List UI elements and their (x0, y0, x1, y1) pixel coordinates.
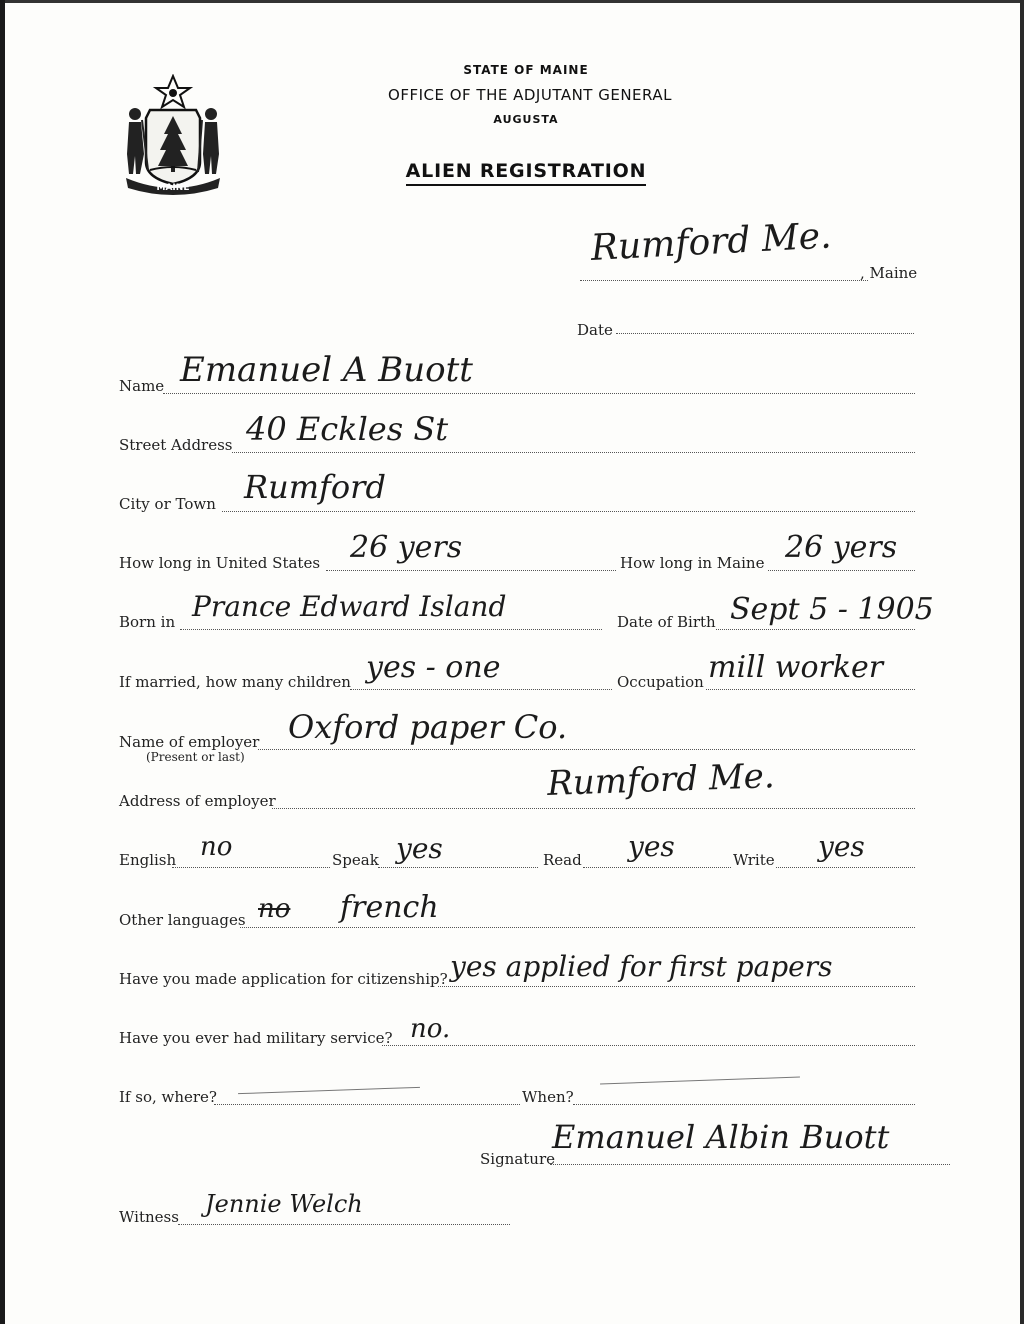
how-long-us-value: 26 yers (350, 530, 463, 565)
speak-value: yes (396, 832, 443, 865)
employer-field-line (258, 749, 915, 750)
place-value: Rumford Me. (589, 215, 833, 269)
read-label: Read (543, 851, 582, 869)
form-title: ALIEN REGISTRATION (0, 160, 1024, 182)
date-field-line (616, 333, 914, 334)
occupation-field-line (706, 689, 915, 690)
where-field-line (214, 1104, 520, 1105)
write-value: yes (818, 830, 865, 863)
when-pen-stroke (600, 1077, 800, 1085)
employer-label: Name of employer (119, 733, 260, 751)
where-label: If so, where? (119, 1088, 217, 1106)
when-label: When? (522, 1088, 574, 1106)
svg-text:MAINE: MAINE (156, 183, 190, 193)
english-field-line (172, 867, 330, 868)
signature-value: Emanuel Albin Buott (552, 1118, 890, 1156)
street-field-line (232, 452, 915, 453)
military-field-line (382, 1045, 915, 1046)
witness-value: Jennie Welch (205, 1190, 363, 1218)
speak-field-line (378, 867, 538, 868)
children-field-line (350, 689, 612, 690)
read-field-line (583, 867, 731, 868)
how-long-us-field-line (326, 570, 616, 571)
name-field-line (163, 393, 915, 394)
write-label: Write (733, 851, 775, 869)
scan-edge-left (0, 0, 5, 1324)
date-label: Date (577, 321, 613, 339)
header-office: OFFICE OF THE ADJUTANT GENERAL (388, 86, 672, 104)
scan-edge-top (0, 0, 1024, 3)
other-languages-struck-value: no (258, 894, 291, 924)
write-field-line (776, 867, 915, 868)
date-of-birth-label: Date of Birth (617, 613, 716, 631)
when-field-line (573, 1104, 915, 1105)
signature-field-line (550, 1164, 950, 1165)
where-pen-stroke (238, 1087, 420, 1094)
citizenship-label: Have you made application for citizenship? (119, 970, 448, 988)
military-value: no. (410, 1014, 451, 1044)
city-label: City or Town (119, 495, 216, 513)
signature-label: Signature (480, 1150, 556, 1168)
english-value: no (200, 832, 233, 862)
city-value: Rumford (244, 468, 386, 506)
employer-address-value: Rumford Me. (546, 756, 776, 804)
occupation-value: mill worker (708, 650, 884, 685)
other-languages-value: french (340, 890, 439, 925)
born-in-value: Prance Edward Island (192, 590, 507, 623)
speak-label: Speak (332, 851, 379, 869)
city-field-line (222, 511, 915, 512)
place-label: , Maine (860, 264, 918, 282)
military-label: Have you ever had military service? (119, 1029, 393, 1047)
header-state: STATE OF MAINE (463, 63, 589, 77)
born-in-field-line (180, 629, 602, 630)
employer-sublabel: (Present or last) (146, 750, 245, 764)
street-value: 40 Eckles St (246, 410, 449, 448)
name-label: Name (119, 377, 165, 395)
witness-field-line (178, 1224, 510, 1225)
employer-address-field-line (272, 808, 915, 809)
date-of-birth-value: Sept 5 - 1905 (730, 592, 934, 627)
children-label: If married, how many children (119, 673, 351, 691)
date-of-birth-field-line (716, 629, 915, 630)
how-long-maine-value: 26 yers (785, 530, 898, 565)
witness-label: Witness (119, 1208, 179, 1226)
children-value: yes - one (366, 650, 501, 685)
born-in-label: Born in (119, 613, 176, 631)
other-languages-field-line (240, 927, 915, 928)
street-label: Street Address (119, 436, 233, 454)
how-long-us-label: How long in United States (119, 554, 321, 572)
how-long-maine-label: How long in Maine (620, 554, 765, 572)
english-label: English (119, 851, 177, 869)
employer-address-label: Address of employer (119, 792, 276, 810)
header-city: AUGUSTA (493, 113, 559, 126)
employer-value: Oxford paper Co. (288, 708, 568, 746)
citizenship-value: yes applied for first papers (450, 950, 833, 983)
occupation-label: Occupation (617, 673, 704, 691)
citizenship-field-line (438, 986, 915, 987)
place-field-line (580, 280, 868, 281)
other-languages-label: Other languages (119, 911, 246, 929)
name-value: Emanuel A Buott (180, 350, 473, 390)
scan-edge-right (1020, 0, 1024, 1324)
read-value: yes (628, 830, 675, 863)
how-long-maine-field-line (768, 570, 915, 571)
